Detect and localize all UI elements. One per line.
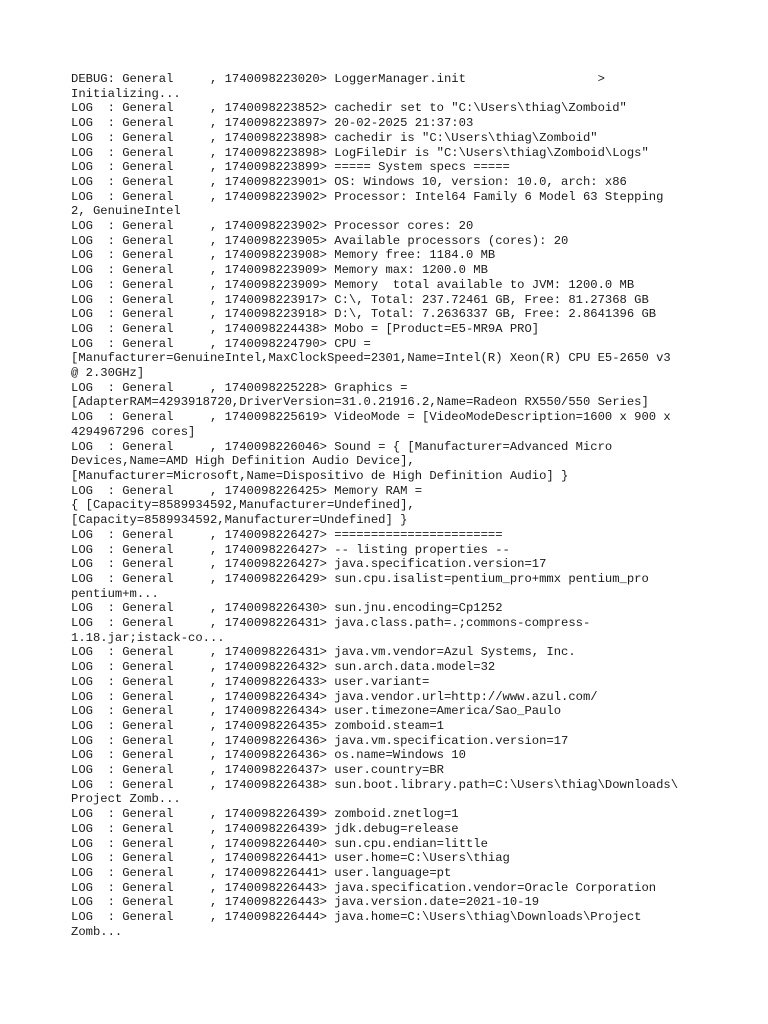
log-line: LOG : General , 1740098223902> Processor: Intel64 Family 6 Model 63 Stepping (71, 189, 664, 204)
log-line: LOG : General , 1740098223898> cachedir is "C:\Users\thiag\Zomboid" (71, 130, 598, 145)
log-text-view (71, 72, 711, 939)
log-line: LOG : General , 1740098226444> java.home=C:\Users\thiag\Downloads\Project (71, 910, 642, 925)
log-line: LOG : General , 1740098223898> LogFileDir is "C:\Users\thiag\Zomboid\Logs" (71, 145, 649, 160)
log-line: LOG : General , 1740098226427> ======================= (71, 527, 503, 542)
log-line: LOG : General , 1740098226433> user.variant= (71, 674, 430, 689)
log-line: pentium+m... (71, 586, 159, 601)
log-line: LOG : General , 1740098224438> Mobo = [Product=E5-MR9A PRO] (71, 321, 540, 336)
log-line: LOG : General , 1740098223905> Available processors (cores): 20 (71, 233, 569, 248)
log-line: LOG : General , 1740098226425> Memory RAM = (71, 483, 423, 498)
log-line: [Capacity=8589934592,Manufacturer=Undefined] } (71, 513, 408, 528)
log-line: [AdapterRAM=4293918720,DriverVersion=31.0.21916.2,Name=Radeon RX550/550 Series] (71, 395, 649, 410)
log-line: LOG : General , 1740098223918> D:\, Total: 7.2636337 GB, Free: 2.8641396 GB (71, 307, 657, 322)
log-line: LOG : General , 1740098226443> java.specification.vendor=Oracle Corporation (71, 880, 657, 895)
log-line: LOG : General , 1740098223897> 20-02-2025 21:37:03 (71, 116, 474, 131)
log-line: LOG : General , 1740098226431> java.class.path=.;commons-compress- (71, 616, 591, 631)
log-line: LOG : General , 1740098223899> ===== System specs ===== (71, 160, 510, 175)
log-line: LOG : General , 1740098226427> -- listing properties -- (71, 542, 510, 557)
log-line: DEBUG: General , 1740098223020> LoggerManager.init > (71, 72, 605, 86)
log-line: LOG : General , 1740098226434> user.timezone=America/Sao_Paulo (71, 704, 562, 719)
log-line: LOG : General , 1740098226436> os.name=Windows 10 (71, 748, 466, 763)
log-line: [Manufacturer=Microsoft,Name=Dispositivo de High Definition Audio] } (71, 468, 569, 483)
log-line: LOG : General , 1740098223852> cachedir set to "C:\Users\thiag\Zomboid" (71, 101, 627, 116)
log-line: @ 2.30GHz] (71, 366, 145, 381)
log-line: Zomb... (71, 924, 123, 939)
log-line: LOG : General , 1740098226435> zomboid.steam=1 (71, 718, 444, 733)
log-line: LOG : General , 1740098226443> java.version.date=2021-10-19 (71, 895, 540, 910)
log-line: Project Zomb... (71, 792, 181, 807)
log-line: 4294967296 cores] (71, 424, 196, 439)
log-line: LOG : General , 1740098226430> sun.jnu.encoding=Cp1252 (71, 601, 503, 616)
log-line: LOG : General , 1740098225619> VideoMode = [VideoModeDescription=1600 x 900 x (71, 410, 671, 425)
log-line: LOG : General , 1740098223902> Processor cores: 20 (71, 219, 474, 234)
log-line: LOG : General , 1740098226441> user.language=pt (71, 865, 452, 880)
log-line: LOG : General , 1740098225228> Graphics = (71, 380, 408, 395)
log-line: LOG : General , 1740098223917> C:\, Total: 237.72461 GB, Free: 81.27368 GB (71, 292, 649, 307)
log-line: LOG : General , 1740098226440> sun.cpu.endian=little (71, 836, 488, 851)
log-line: LOG : General , 1740098223901> OS: Windows 10, version: 10.0, arch: x86 (71, 174, 627, 189)
log-line: LOG : General , 1740098223909> Memory max: 1200.0 MB (71, 263, 488, 278)
log-line: 1.18.jar;istack-co... (71, 630, 225, 645)
log-line: LOG : General , 1740098226436> java.vm.specification.version=17 (71, 733, 569, 748)
log-line: LOG : General , 1740098226438> sun.boot.library.path=C:\Users\thiag\Downloads\ (71, 777, 679, 792)
log-line: Initializing... (71, 86, 181, 101)
log-line: LOG : General , 1740098226441> user.home=C:\Users\thiag (71, 851, 510, 866)
log-line: LOG : General , 1740098226439> zomboid.znetlog=1 (71, 807, 459, 822)
log-line: LOG : General , 1740098226432> sun.arch.data.model=32 (71, 660, 496, 675)
log-line: Devices,Name=AMD High Definition Audio Device], (71, 454, 415, 469)
log-line: LOG : General , 1740098226434> java.vendor.url=http://www.azul.com/ (71, 689, 598, 704)
log-line: LOG : General , 1740098226046> Sound = { [Manufacturer=Advanced Micro (71, 439, 613, 454)
log-line: LOG : General , 1740098226431> java.vm.vendor=Azul Systems, Inc. (71, 645, 576, 660)
log-line: LOG : General , 1740098223909> Memory total available to JVM: 1200.0 MB (71, 277, 635, 292)
log-line: LOG : General , 1740098224790> CPU = (71, 336, 371, 351)
log-line: LOG : General , 1740098223908> Memory free: 1184.0 MB (71, 248, 496, 263)
log-line: [Manufacturer=GenuineIntel,MaxClockSpeed=2301,Name=Intel(R) Xeon(R) CPU E5-2650 v3 (71, 351, 671, 366)
log-line: LOG : General , 1740098226427> java.specification.version=17 (71, 557, 547, 572)
log-line: LOG : General , 1740098226429> sun.cpu.isalist=pentium_pro+mmx pentium_pro (71, 571, 649, 586)
log-line: LOG : General , 1740098226437> user.country=BR (71, 763, 444, 778)
log-line: { [Capacity=8589934592,Manufacturer=Undefined], (71, 498, 415, 513)
log-line: LOG : General , 1740098226439> jdk.debug=release (71, 821, 459, 836)
log-line: 2, GenuineIntel (71, 204, 181, 219)
